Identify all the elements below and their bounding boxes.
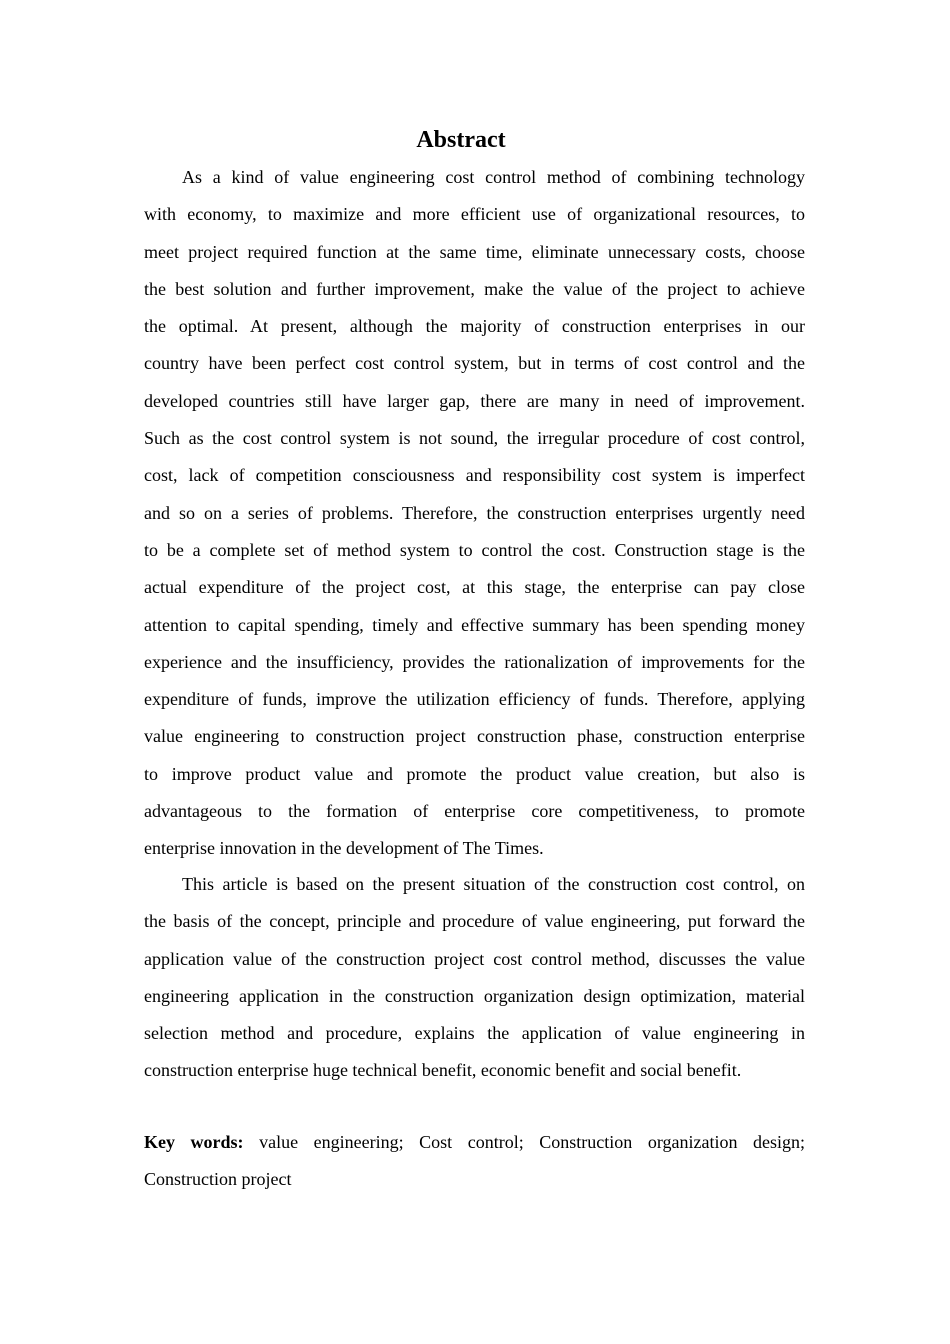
- paragraph-line: experience and the insufficiency, provides the rationalization of improvements for the: [144, 651, 805, 672]
- paragraph-line: to be a complete set of method system to control the cost. Construction stage is the: [144, 539, 805, 560]
- keywords-line-2: Construction project: [144, 1169, 292, 1190]
- paragraph-line: value engineering to construction project construction phase, construction enterprise: [144, 726, 805, 747]
- paragraph-line: construction enterprise huge technical benefit, economic benefit and social benefit.: [144, 1060, 742, 1081]
- paragraph-line: selection method and procedure, explains the application of value engineering in: [144, 1023, 805, 1044]
- paragraph-line: This article is based on the present situation of the construction cost control, on: [182, 874, 805, 894]
- paragraph-line: cost, lack of competition consciousness and responsibility cost system is imperfect: [144, 465, 805, 486]
- paragraph-line: As a kind of value engineering cost control method of combining technology: [182, 167, 805, 187]
- paragraph-line: enterprise innovation in the development of The Times.: [144, 838, 544, 859]
- paragraph-line: the best solution and further improvement, make the value of the project to achieve: [144, 278, 805, 299]
- abstract-title: Abstract: [416, 127, 506, 153]
- paragraph-line: and so on a series of problems. Therefore, the construction enterprises urgently need: [144, 502, 805, 523]
- paragraph-line: with economy, to maximize and more efficient use of organizational resources, to: [144, 204, 805, 225]
- paragraph-line: engineering application in the construction organization design optimization, material: [144, 985, 805, 1006]
- paragraph-line: developed countries still have larger gap, there are many in need of improvement.: [144, 390, 805, 411]
- keywords-label: Key words:: [144, 1132, 244, 1152]
- keywords-text: value engineering; Cost control; Construction organization design;: [259, 1132, 806, 1152]
- paragraph-line: the optimal. At present, although the majority of construction enterprises in our: [144, 316, 805, 337]
- paragraph-line: Such as the cost control system is not sound, the irregular procedure of cost control,: [144, 428, 805, 449]
- paragraph-line: to improve product value and promote the product value creation, but also is: [144, 763, 805, 784]
- keywords-line-1: [144, 1124, 805, 1161]
- paragraph-line: expenditure of funds, improve the utilization efficiency of funds. Therefore, applying: [144, 689, 805, 710]
- keywords-section: [144, 1124, 805, 1199]
- paragraph-line: application value of the construction project cost control method, discusses the value: [144, 948, 805, 969]
- paragraph-line: actual expenditure of the project cost, at this stage, the enterprise can pay close: [144, 577, 805, 598]
- abstract-paragraph-2: [144, 866, 805, 1090]
- paragraph-line: advantageous to the formation of enterprise core competitiveness, to promote: [144, 801, 805, 822]
- paragraph-line: meet project required function at the same time, eliminate unnecessary costs, choose: [144, 241, 805, 262]
- paragraph-line: attention to capital spending, timely and effective summary has been spending money: [144, 614, 805, 635]
- paragraph-line: country have been perfect cost control system, but in terms of cost control and the: [144, 353, 805, 374]
- paragraph-line: the basis of the concept, principle and procedure of value engineering, put forward the: [144, 911, 805, 932]
- abstract-paragraph-1: [144, 159, 805, 868]
